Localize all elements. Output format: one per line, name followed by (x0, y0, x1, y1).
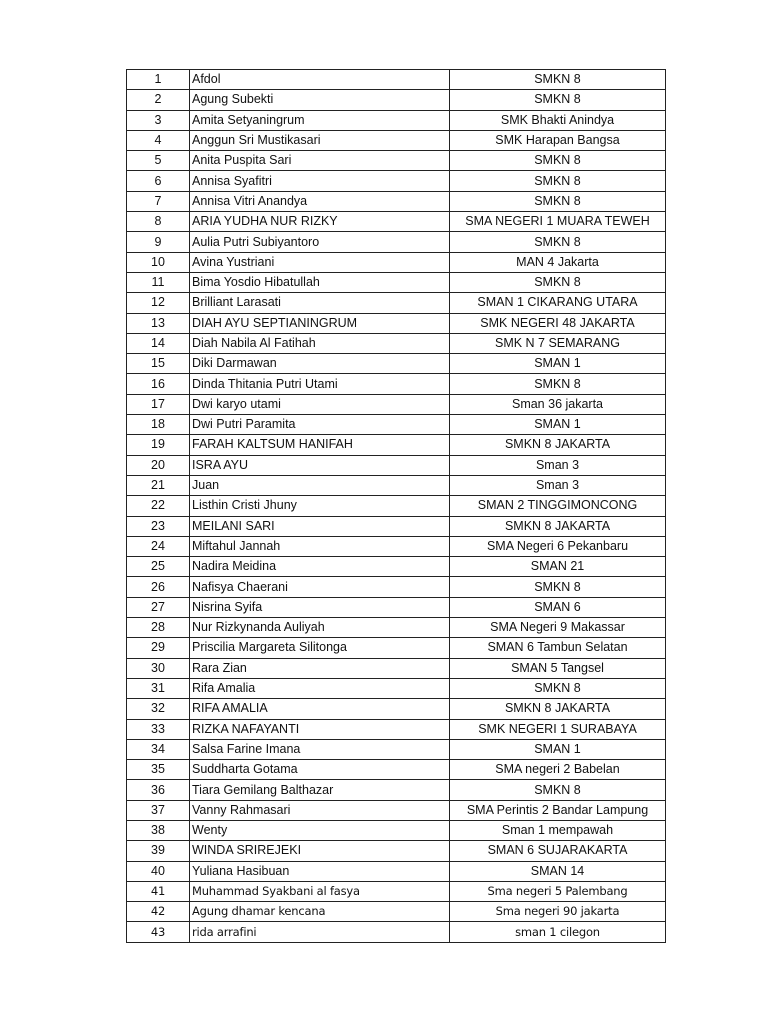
school-cell: SMKN 8 JAKARTA (450, 435, 666, 455)
table-row (127, 130, 666, 150)
school-cell: MAN 4 Jakarta (450, 252, 666, 272)
participant-table-body (127, 70, 666, 943)
name-cell: Rara Zian (190, 658, 450, 678)
table-row (127, 922, 666, 942)
school-cell: SMKN 8 JAKARTA (450, 699, 666, 719)
school-cell: SMA NEGERI 1 MUARA TEWEH (450, 212, 666, 232)
name-cell: Listhin Cristi Jhuny (190, 496, 450, 516)
school-cell: Sman 1 mempawah (450, 820, 666, 840)
school-cell: SMKN 8 (450, 577, 666, 597)
name-cell: Agung Subekti (190, 90, 450, 110)
table-row (127, 739, 666, 759)
row-number-cell: 14 (127, 333, 190, 353)
row-number-cell: 12 (127, 293, 190, 313)
school-cell: Sman 3 (450, 475, 666, 495)
school-cell: SMKN 8 (450, 171, 666, 191)
name-cell: Suddharta Gotama (190, 760, 450, 780)
table-row (127, 760, 666, 780)
school-cell: sman 1 cilegon (450, 922, 666, 942)
row-number-cell: 37 (127, 800, 190, 820)
school-cell: SMKN 8 (450, 272, 666, 292)
school-cell: SMAN 2 TINGGIMONCONG (450, 496, 666, 516)
name-cell: Annisa Syafitri (190, 171, 450, 191)
row-number-cell: 32 (127, 699, 190, 719)
name-cell: Agung dhamar kencana (190, 902, 450, 922)
table-row (127, 252, 666, 272)
table-row (127, 780, 666, 800)
name-cell: Rifa Amalia (190, 678, 450, 698)
table-row (127, 861, 666, 881)
name-cell: Diah Nabila Al Fatihah (190, 333, 450, 353)
name-cell: Dwi karyo utami (190, 394, 450, 414)
name-cell: Nur Rizkynanda Auliyah (190, 618, 450, 638)
row-number-cell: 34 (127, 739, 190, 759)
row-number-cell: 7 (127, 191, 190, 211)
table-row (127, 151, 666, 171)
school-cell: SMK NEGERI 1 SURABAYA (450, 719, 666, 739)
table-row (127, 394, 666, 414)
table-row (127, 475, 666, 495)
table-row (127, 110, 666, 130)
school-cell: SMA Perintis 2 Bandar Lampung (450, 800, 666, 820)
name-cell: Nisrina Syifa (190, 597, 450, 617)
school-cell: SMAN 21 (450, 557, 666, 577)
school-cell: SMAN 1 CIKARANG UTARA (450, 293, 666, 313)
row-number-cell: 41 (127, 881, 190, 901)
table-row (127, 374, 666, 394)
name-cell: Vanny Rahmasari (190, 800, 450, 820)
table-row (127, 557, 666, 577)
school-cell: SMK Bhakti Anindya (450, 110, 666, 130)
table-row (127, 516, 666, 536)
row-number-cell: 39 (127, 841, 190, 861)
row-number-cell: 10 (127, 252, 190, 272)
table-row (127, 618, 666, 638)
name-cell: Aulia Putri Subiyantoro (190, 232, 450, 252)
row-number-cell: 6 (127, 171, 190, 191)
school-cell: SMAN 14 (450, 861, 666, 881)
table-row (127, 658, 666, 678)
name-cell: Anggun Sri Mustikasari (190, 130, 450, 150)
school-cell: Sma negeri 90 jakarta (450, 902, 666, 922)
table-row (127, 415, 666, 435)
row-number-cell: 40 (127, 861, 190, 881)
row-number-cell: 30 (127, 658, 190, 678)
row-number-cell: 15 (127, 354, 190, 374)
name-cell: RIZKA NAFAYANTI (190, 719, 450, 739)
school-cell: SMAN 1 (450, 739, 666, 759)
name-cell: ARIA YUDHA NUR RIZKY (190, 212, 450, 232)
participant-table-container (126, 69, 666, 943)
row-number-cell: 28 (127, 618, 190, 638)
school-cell: SMAN 6 (450, 597, 666, 617)
school-cell: SMAN 1 (450, 354, 666, 374)
school-cell: SMKN 8 JAKARTA (450, 516, 666, 536)
school-cell: Sman 3 (450, 455, 666, 475)
row-number-cell: 43 (127, 922, 190, 942)
row-number-cell: 1 (127, 70, 190, 90)
row-number-cell: 11 (127, 272, 190, 292)
row-number-cell: 18 (127, 415, 190, 435)
table-row (127, 232, 666, 252)
row-number-cell: 16 (127, 374, 190, 394)
school-cell: SMA Negeri 9 Makassar (450, 618, 666, 638)
row-number-cell: 17 (127, 394, 190, 414)
row-number-cell: 42 (127, 902, 190, 922)
row-number-cell: 5 (127, 151, 190, 171)
name-cell: Muhammad Syakbani al fasya (190, 881, 450, 901)
row-number-cell: 23 (127, 516, 190, 536)
school-cell: SMKN 8 (450, 678, 666, 698)
table-row (127, 191, 666, 211)
name-cell: Afdol (190, 70, 450, 90)
row-number-cell: 35 (127, 760, 190, 780)
school-cell: SMAN 6 Tambun Selatan (450, 638, 666, 658)
school-cell: SMAN 6 SUJARAKARTA (450, 841, 666, 861)
table-row (127, 841, 666, 861)
table-row (127, 90, 666, 110)
row-number-cell: 22 (127, 496, 190, 516)
name-cell: FARAH KALTSUM HANIFAH (190, 435, 450, 455)
name-cell: Juan (190, 475, 450, 495)
name-cell: WINDA SRIREJEKI (190, 841, 450, 861)
table-row (127, 293, 666, 313)
school-cell: SMKN 8 (450, 151, 666, 171)
name-cell: Amita Setyaningrum (190, 110, 450, 130)
row-number-cell: 4 (127, 130, 190, 150)
school-cell: SMA Negeri 6 Pekanbaru (450, 536, 666, 556)
name-cell: Salsa Farine Imana (190, 739, 450, 759)
name-cell: Annisa Vitri Anandya (190, 191, 450, 211)
table-row (127, 881, 666, 901)
table-row (127, 333, 666, 353)
table-row (127, 638, 666, 658)
school-cell: Sman 36 jakarta (450, 394, 666, 414)
row-number-cell: 33 (127, 719, 190, 739)
table-row (127, 455, 666, 475)
name-cell: MEILANI SARI (190, 516, 450, 536)
table-row (127, 678, 666, 698)
table-row (127, 496, 666, 516)
school-cell: SMAN 1 (450, 415, 666, 435)
school-cell: SMAN 5 Tangsel (450, 658, 666, 678)
row-number-cell: 21 (127, 475, 190, 495)
school-cell: SMA negeri 2 Babelan (450, 760, 666, 780)
school-cell: SMKN 8 (450, 374, 666, 394)
name-cell: Priscilia Margareta Silitonga (190, 638, 450, 658)
school-cell: SMK Harapan Bangsa (450, 130, 666, 150)
table-row (127, 902, 666, 922)
row-number-cell: 25 (127, 557, 190, 577)
table-row (127, 577, 666, 597)
table-row (127, 212, 666, 232)
table-row (127, 597, 666, 617)
school-cell: SMKN 8 (450, 780, 666, 800)
name-cell: Anita Puspita Sari (190, 151, 450, 171)
school-cell: SMK N 7 SEMARANG (450, 333, 666, 353)
table-row (127, 800, 666, 820)
row-number-cell: 8 (127, 212, 190, 232)
name-cell: Avina Yustriani (190, 252, 450, 272)
row-number-cell: 20 (127, 455, 190, 475)
table-row (127, 536, 666, 556)
name-cell: rida arrafini (190, 922, 450, 942)
table-row (127, 820, 666, 840)
row-number-cell: 9 (127, 232, 190, 252)
row-number-cell: 24 (127, 536, 190, 556)
row-number-cell: 13 (127, 313, 190, 333)
school-cell: SMKN 8 (450, 191, 666, 211)
name-cell: Yuliana Hasibuan (190, 861, 450, 881)
name-cell: Nafisya Chaerani (190, 577, 450, 597)
name-cell: Miftahul Jannah (190, 536, 450, 556)
participant-table (126, 69, 666, 943)
row-number-cell: 27 (127, 597, 190, 617)
school-cell: SMK NEGERI 48 JAKARTA (450, 313, 666, 333)
table-row (127, 354, 666, 374)
row-number-cell: 31 (127, 678, 190, 698)
row-number-cell: 29 (127, 638, 190, 658)
name-cell: DIAH AYU SEPTIANINGRUM (190, 313, 450, 333)
table-row (127, 699, 666, 719)
name-cell: ISRA AYU (190, 455, 450, 475)
name-cell: Dwi Putri Paramita (190, 415, 450, 435)
name-cell: Brilliant Larasati (190, 293, 450, 313)
name-cell: Tiara Gemilang Balthazar (190, 780, 450, 800)
name-cell: Bima Yosdio Hibatullah (190, 272, 450, 292)
name-cell: Wenty (190, 820, 450, 840)
name-cell: RIFA AMALIA (190, 699, 450, 719)
school-cell: SMKN 8 (450, 90, 666, 110)
row-number-cell: 2 (127, 90, 190, 110)
school-cell: SMKN 8 (450, 232, 666, 252)
school-cell: Sma negeri 5 Palembang (450, 881, 666, 901)
table-row (127, 313, 666, 333)
name-cell: Nadira Meidina (190, 557, 450, 577)
table-row (127, 435, 666, 455)
table-row (127, 719, 666, 739)
row-number-cell: 19 (127, 435, 190, 455)
row-number-cell: 36 (127, 780, 190, 800)
row-number-cell: 26 (127, 577, 190, 597)
table-row (127, 171, 666, 191)
table-row (127, 70, 666, 90)
name-cell: Dinda Thitania Putri Utami (190, 374, 450, 394)
table-row (127, 272, 666, 292)
row-number-cell: 3 (127, 110, 190, 130)
school-cell: SMKN 8 (450, 70, 666, 90)
name-cell: Diki Darmawan (190, 354, 450, 374)
row-number-cell: 38 (127, 820, 190, 840)
